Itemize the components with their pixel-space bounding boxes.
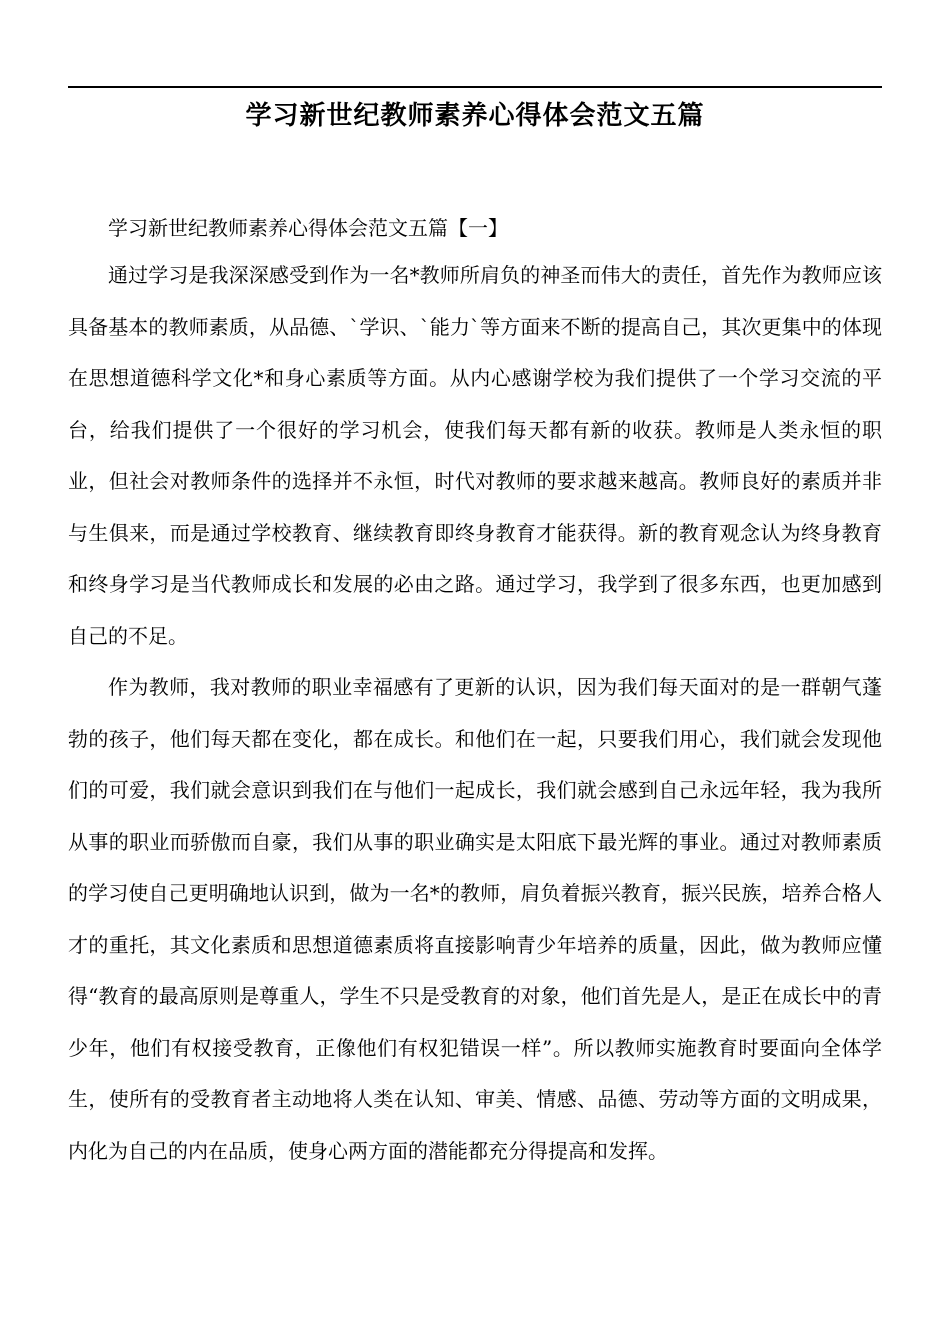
paragraph-2: 作为教师，我对教师的职业幸福感有了更新的认识，因为我们每天面对的是一群朝气蓬勃的孩子，他们每天都在变化，都在成长。和他们在一起，只要我们用心，我们就会发现他们的可爱，我们就会意识到我们在与他们一起成长，我们就会感到自己永远年轻，我为我所从事的职业而骄傲而自豪，我们从事的职业确实是太阳底下最光辉的事业。通过对教师素质的学习使自己更明确地认识到，做为一名*的教师，肩负着振兴教育，振兴民族，培养合格人才的重托，其文化素质和思想道德素质将直接影响青少年培养的质量，因此，做为教师应懂得“教育的最高原则是尊重人，学生不只是受教育的对象，他们首先是人，是正在成长中的青少年，他们有权接受教育，正像他们有权犯错误一样”。所以教师实施教育时要面向全体学生，使所有的受教育者主动地将人类在认知、审美、情感、品德、劳动等方面的文明成果，内化为自己的内在品质，使身心两方面的潜能都充分得提高和发挥。 — [68, 675, 882, 1163]
document-body — [68, 206, 882, 1177]
header-rule — [68, 86, 882, 88]
document-title: 学习新世纪教师素养心得体会范文五篇 — [245, 101, 705, 131]
paragraph-1: 通过学习是我深深感受到作为一名*教师所肩负的神圣而伟大的责任，首先作为教师应该具备基本的教师素质，从品德、`学识、`能力`等方面来不断的提高自己，其次更集中的体现在思想道德科学文化*和身心素质等方面。从内心感谢学校为我们提供了一个学习交流的平台，给我们提供了一个很好的学习机会，使我们每天都有新的收获。教师是人类永恒的职业，但社会对教师条件的选择并不永恒，时代对教师的要求越来越高。教师良好的素质并非与生俱来，而是通过学校教育、继续教育即终身教育才能获得。新的教育观念认为终身教育和终身学习是当代教师成长和发展的必由之路。通过学习，我学到了很多东西，也更加感到自己的不足。 — [68, 263, 882, 648]
section-heading: 学习新世纪教师素养心得体会范文五篇【一】 — [108, 216, 508, 240]
